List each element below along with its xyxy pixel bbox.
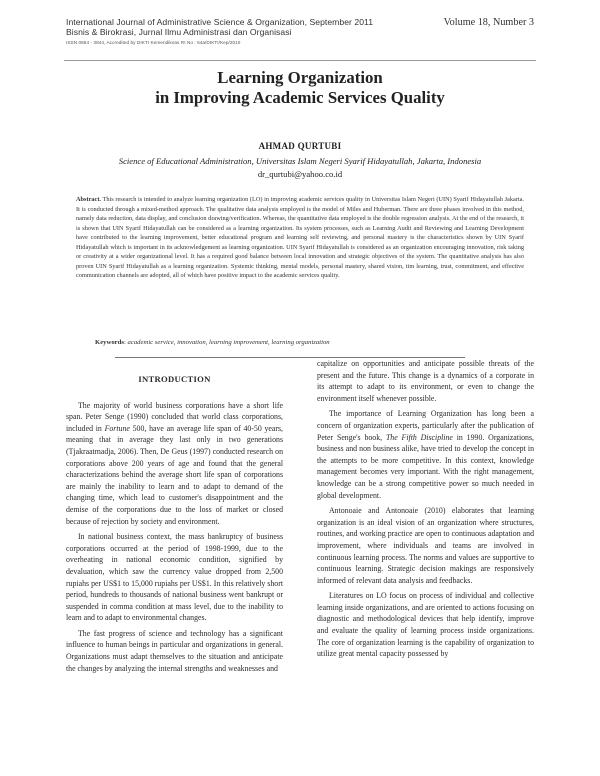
keywords-label: Keywords bbox=[95, 339, 124, 346]
header-divider bbox=[64, 60, 536, 61]
paragraph bbox=[317, 408, 534, 501]
paragraph-italic: Fortune bbox=[104, 423, 130, 433]
paragraph-text: The majority of world business corporations have a short life span. Peter Senge (1990) concluded that world class corporations, included in bbox=[66, 400, 283, 433]
paragraph: The fast progress of science and technology has a significant influence to human beings in particular and organizations in general. Organizations must adapt themselves to the situation and anticipate the changes by analyzing the internal strengths and weaknesses and bbox=[66, 628, 283, 673]
paragraph: Literatures on LO focus on process of individual and collective learning inside organizations, and are oriented to actions focusing on diagnostic and methodological devices that help identify, improve and evaluate the quality of learning process inside organizations. The core of organization learning is the capability of organization to utilize great mental capacity possessed by bbox=[317, 591, 534, 659]
keywords-list: academic service, innovation, learning improvement, learning organization bbox=[127, 339, 330, 346]
paragraph-italic: The Fifth Discipline bbox=[385, 432, 453, 442]
keywords bbox=[95, 339, 515, 346]
paragraph-text: in 1990. Organizations, business and non business alike, have tried to develop the concept in the attempts to be more competitive. In this context, knowledge management becomes very important. With the right management, knowledge can be a strong competitive power so much needed in global development. bbox=[317, 432, 534, 500]
volume-number: Volume 18, Number 3 bbox=[443, 17, 534, 28]
column-left bbox=[66, 374, 283, 674]
abstract-label: Abstract. bbox=[76, 196, 102, 203]
paragraph: capitalize on opportunities and anticipate possible threats of the present and the future. This change is a dynamics of a corporate in its attempt to adapt to its environment, or even to change the environment itself whenever possible. bbox=[317, 359, 534, 403]
paper-title bbox=[60, 68, 540, 108]
author-email: dr_qurtubi@yahoo.co.id bbox=[257, 169, 343, 179]
abstract-text: This research is intended to analyze learning organization (LO) in improving academic services quality in Universitas Islam Negeri (UIN) Syarif Hidayatullah Jakarta. It is conducted through a mixed-method approach. The qualitative data analysis employed is the model of Miles and Huberman. There are three phases involved in this method, namely data reduction, data display, and conclusion drawing/verification. Whereas, the quantitative data employed is the double regression analysis. At the end of the research, it is shown that UIN Syarif Hidayatullah can be considered as a learning organization. Its system processes, such as Learning Audit and Reviewing and Learning Development have contributed to the learning improvement, better educational program and learning self reviewing, and personal mastery is the characteristics shown by UIN Syarif Hidayatullah which is important in its acknowledgement as learning organization. UIN Syarif Hidayatullah is considered as an organization encouraging innovation, risk taking or creativity at a wider organizational level. It has a required good balance between local innovation and strategic objectives of the system. The quantitative analysis has also proven UIN Syarif Hidayatullah as a learning organization. Systemic thinking, mental models, personal mastery, shared vision, tim learning, trust, commitment, and effective communication channels are adopted, all of which have positive impact to the academic services quality. bbox=[76, 196, 524, 279]
journal-header bbox=[66, 17, 534, 45]
journal-name: International Journal of Administrative Science & Organization, September 2011 bbox=[66, 17, 374, 27]
paper-title-line-1: Learning Organization bbox=[217, 68, 383, 87]
keywords-separator: : bbox=[123, 339, 128, 346]
issn-line: ISSN 0854 - 3844, Accredited by DIKTI Kemendiknas RI No : 64a/DIKTI/Kep/2010 bbox=[66, 40, 241, 45]
author-name: AHMAD QURTUBI bbox=[258, 141, 342, 151]
paragraph-text: 500, have an average life span of 40-50 years, meaning that in average they last only in two generations (Tjakraatmadja, 2006). Then, De Geus (1997) conducted research on corporations above 200 years of age and found that the general characterizations behind the average short life span of corporations are mainly the inability to learn and to adapt to demand of the changing time, which lead to customer's disappointment and the demise of the corporations due to the loss of market or closed because of rejection by society and environment. bbox=[66, 423, 283, 526]
section-heading-introduction: INTRODUCTION bbox=[138, 374, 211, 384]
author-affiliation: Science of Educational Administration, Universitas Islam Negeri Syarif Hidayatullah, Jakarta, Indonesia bbox=[118, 156, 482, 166]
journal-subtitle: Bisnis & Birokrasi, Jurnal Ilmu Administrasi dan Organisasi bbox=[66, 27, 292, 37]
paragraph: In national business context, the mass bankruptcy of business corporations occurred at the period of 1998-1999, due to the overheating in national economic condition, signified by devaluation, which saw the currency value dropped from 2,500 rupiahs per US$1 to 15,000 rupiahs per US$1. In this relatively short period, hundreds to thousands of national business went bankrupt or suspended in comma condition at mass level, due to the inability to learn and to adapt to environmental changes. bbox=[66, 532, 283, 623]
column-right bbox=[317, 358, 534, 660]
paragraph-text: The importance of Learning Organization has long been a concern of organization experts, particularly after the publication of Peter Senge's book, bbox=[317, 409, 534, 442]
abstract bbox=[76, 195, 524, 281]
paper-title-line-2: in Improving Academic Services Quality bbox=[155, 88, 445, 107]
paragraph bbox=[66, 400, 283, 528]
paragraph: Antonoaie and Antonoaie (2010) elaborates that learning organization is an ideal vision of an organization where structures, routines, and working practice are open to continuous adaptation and improvement, where individuals and teams are involved in continuous learning process. The norms and values are supportive to continuous learning. Strategic decision makings are responsively informed of relevant data analysis and feedbacks. bbox=[317, 506, 534, 585]
